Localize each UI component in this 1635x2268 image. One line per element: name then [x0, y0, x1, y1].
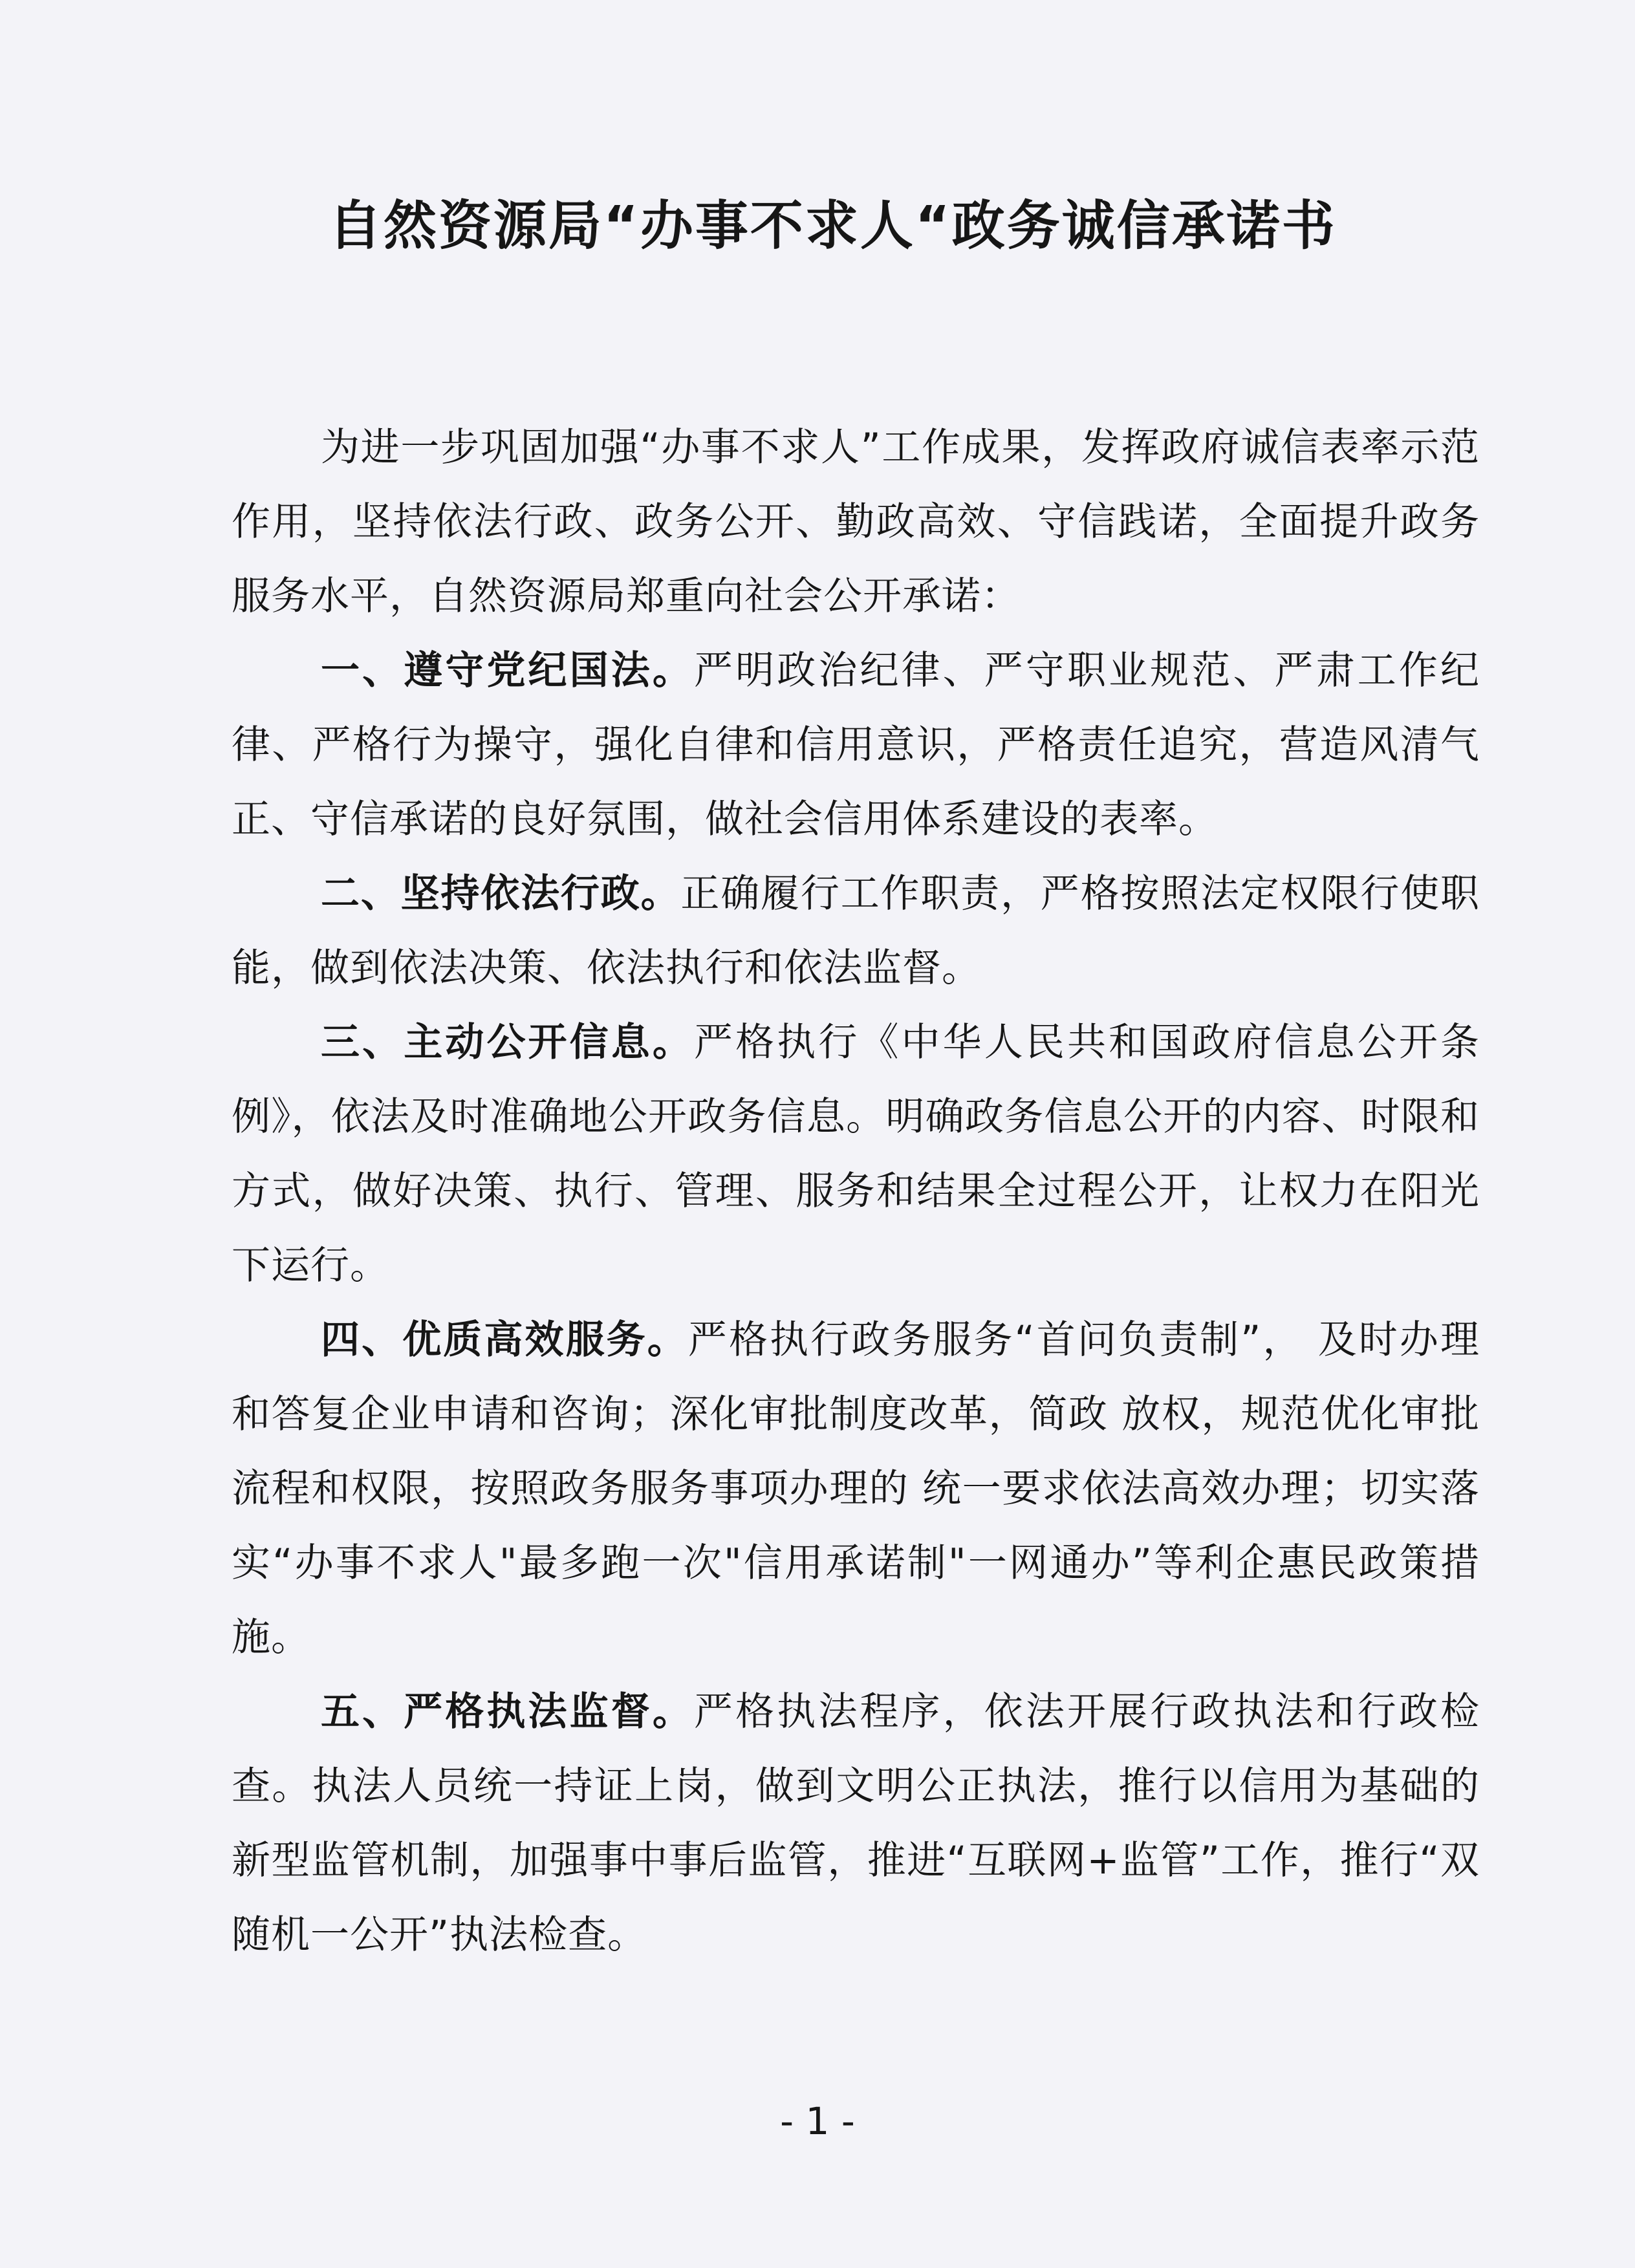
section-paragraph-5: [232, 1675, 1480, 1972]
section-paragraph-3: [232, 1006, 1480, 1303]
section-heading-2: 二、坚持依法行政。: [321, 871, 681, 916]
section-heading-5: 五、严格执法监督。: [321, 1689, 694, 1734]
intro-paragraph: 为进一步巩固加强“办事不求人”工作成果，发挥政府诚信表率示范作用，坚持依法行政、政务公开、勤政高效、守信践诺，全面提升政务服务水平，自然资源局郑重向社会公开承诺：: [232, 425, 1480, 619]
section-heading-1: 一、遵守党纪国法。: [321, 648, 694, 693]
page-number: - 1 -: [780, 2099, 855, 2143]
section-text-5: 严格执法程序，依法开展行政执法和行政检查。执法人员统一持证上岗，做到文明公正执法，推行以信用为基础的新型监管机制，加强事中事后监管，推进“互联网+监管”工作，推行“双随机一公开”执法检查。: [232, 1689, 1480, 1958]
section-paragraph-4: [232, 1303, 1480, 1675]
document-title: 自然资源局“办事不求人“政务诚信承诺书: [329, 195, 1337, 257]
section-text-2: 正确履行工作职责，严格按照法定权限行使职能，做到依法决策、依法执行和依法监督。: [232, 871, 1480, 991]
section-heading-4: 四、优质高效服务。: [321, 1317, 688, 1363]
section-paragraph-2: [232, 857, 1480, 1006]
section-text-4: 严格执行政务服务“首问负责制”， 及时办理和答复企业申请和咨询；深化审批制度改革，简政 放权，规范优化审批流程和权限，按照政务服务事项办理的 统一要求依法高效办理；切实落实“办事不求人"最多跑一次"信用承诺制"一网通办”等利企惠民政策措施。: [232, 1317, 1480, 1660]
document-body: [232, 411, 1480, 1972]
section-text-3: 严格执行《中华人民共和国政府信息公开条例》，依法及时准确地公开政务信息。明确政务信息公开的内容、时限和方式，做好决策、执行、管理、服务和结果全过程公开，让权力在阳光下运行。: [232, 1020, 1480, 1288]
section-text-1: 严明政治纪律、严守职业规范、严肃工作纪律、严格行为操守，强化自律和信用意识，严格责任追究，营造风清气正、守信承诺的良好氛围，做社会信用体系建设的表率。: [232, 648, 1480, 842]
section-paragraph-1: [232, 634, 1480, 857]
section-heading-3: 三、主动公开信息。: [321, 1020, 694, 1065]
